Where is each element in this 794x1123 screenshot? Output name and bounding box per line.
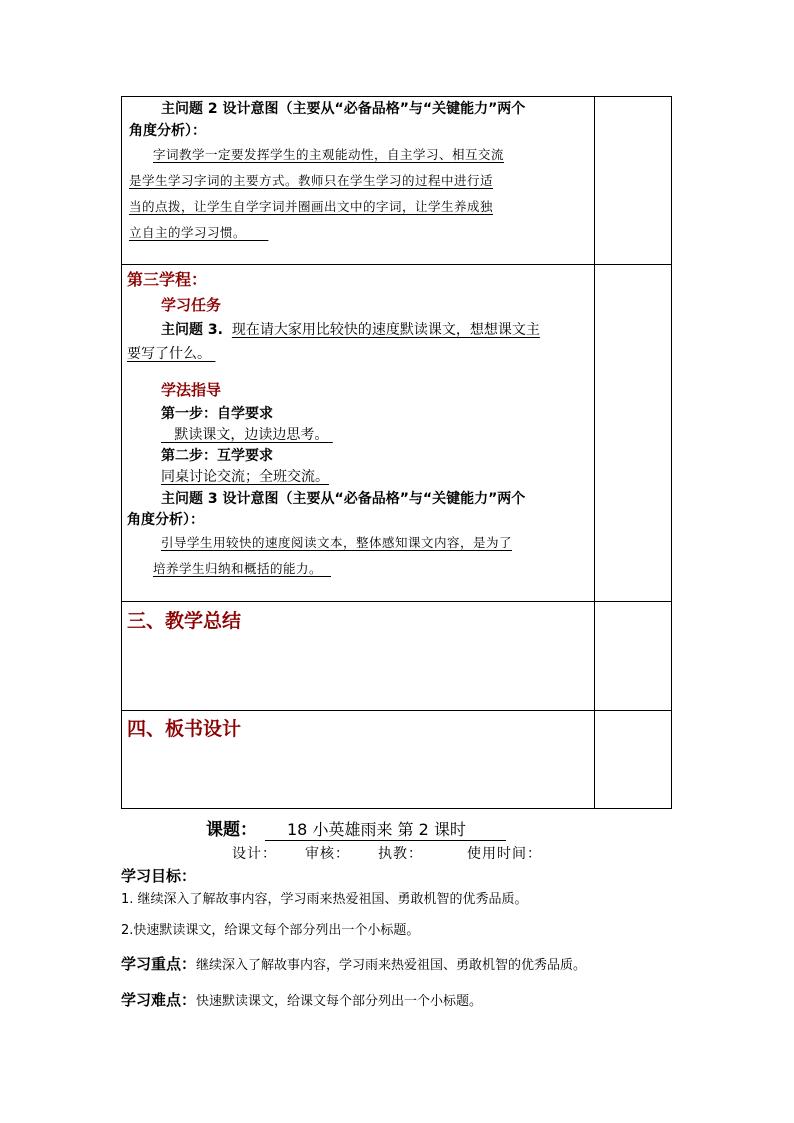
question-text: 现在请大家用比较快的速度默读课文，想想课文主 [231, 322, 540, 338]
intent-3-heading-cont: 角度分析）： [127, 512, 204, 528]
table-border-top [121, 96, 672, 97]
design-intent-cell-2 [121, 98, 594, 262]
lesson-plan-table [121, 96, 672, 809]
method-label: 学法指导 [161, 381, 222, 399]
board-design-cell [121, 714, 594, 804]
step1-label: 第一步：自学要求 [161, 406, 273, 422]
meta-teacher: 执教： [378, 846, 423, 862]
row-divider [121, 264, 672, 265]
text-line: 是学生学习字词的主要方式。教师只在学生学习的过程中进行适 [129, 173, 494, 188]
objective-item-1: 1. 继续深入了解故事内容，学习雨来热爱祖国、勇敢机智的优秀品质。 [121, 892, 528, 907]
text-line [129, 220, 586, 246]
row-divider [121, 710, 672, 711]
step2-text-content: 同桌讨论交流；全班交流。 [161, 469, 329, 485]
section-title-summary: 三、教学总结 [127, 610, 242, 632]
key-point-label: 学习重点： [121, 955, 197, 973]
difficulty-text: 快速默读课文，给课文每个部分列出一个小标题。 [196, 994, 483, 1009]
table-border-bottom [121, 808, 672, 809]
lesson-meta [232, 843, 570, 863]
text-line [127, 556, 586, 582]
task-label: 学习任务 [161, 296, 222, 314]
text-line: 字词教学一定要发挥学生的主观能动性，自主学习、相互交流 [153, 147, 505, 162]
meta-time: 使用时间： [467, 846, 542, 862]
question-3 [127, 318, 586, 342]
step2-text [127, 467, 586, 488]
column-divider [594, 96, 595, 809]
lesson-title [206, 815, 506, 841]
key-point [121, 953, 681, 974]
difficulty-point [121, 989, 681, 1010]
objectives-label [121, 865, 681, 886]
summary-cell [121, 606, 594, 706]
design-intent-heading: 主问题 2 设计意图（主要从“必备品格”与“关键能力”两个 [161, 101, 526, 117]
design-intent-heading-cont: 角度分析）： [129, 123, 206, 139]
text-line: 当的点拨，让学生自学字词并圈画出文中的字词，让学生养成独 [129, 199, 494, 214]
step1-text-content: 默读课文，边读边思考。 [174, 427, 329, 443]
section-title-board-design: 四、板书设计 [127, 718, 242, 740]
objectives-label-text: 学习目标： [121, 867, 197, 885]
table-border-right [671, 96, 672, 809]
text-line-content: 立自主的学习习惯。 [129, 225, 247, 240]
meta-review: 审核： [305, 846, 350, 862]
question-label: 主问题 3. [161, 322, 223, 338]
intent-3-text [127, 530, 586, 582]
meta-design: 设计： [232, 846, 277, 862]
text-line-content: 引导学生用较快的速度阅读文本，整体感知课文内容，是为了 [161, 535, 513, 550]
key-point-text: 继续深入了解故事内容，学习雨来热爱祖国、勇敢机智的优秀品质。 [196, 958, 587, 973]
objective-item-2: 2.快速默读课文，给课文每个部分列出一个小标题。 [121, 923, 420, 938]
question-3-cont [127, 342, 586, 366]
text-line [127, 530, 586, 556]
row-divider [121, 601, 672, 602]
third-stage-cell [121, 268, 594, 598]
lesson-title-label: 课题： [206, 820, 257, 840]
step2-label: 第二步：互学要求 [161, 448, 273, 464]
step1-text [127, 425, 586, 446]
intent-3-heading: 主问题 3 设计意图（主要从“必备品格”与“关键能力”两个 [161, 491, 526, 507]
section-title-third-stage: 第三学程： [127, 270, 208, 289]
question-text-cont: 要写了什么。 [127, 346, 211, 362]
difficulty-label: 学习难点： [121, 991, 197, 1009]
lesson-title-value: 18 小英雄雨来 第 2 课时 [265, 817, 506, 841]
text-line-content: 培养学生归纳和概括的能力。 [153, 561, 323, 576]
design-intent-text [129, 142, 586, 246]
